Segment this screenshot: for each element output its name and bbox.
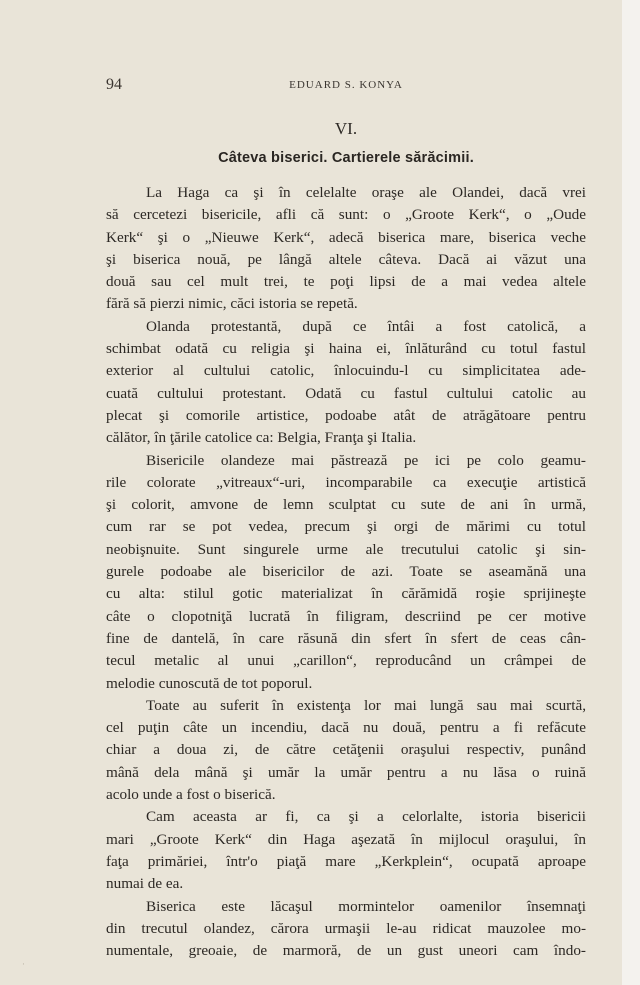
text-line: gurele podoabe ale bisericilor de azi. Toate se aseamănă una [106,563,586,581]
text-line: melodie cunoscută de tot poporul. [106,674,313,692]
text-line: fără să pierzi nimic, căci istoria se repetă. [106,295,358,313]
text-line: exterior al cultului catolic, înlocuindu-l cu simplicitatea ade- [106,362,586,380]
text-line: cuată cultului protestant. Odată cu fastul cultului catolic au [106,384,586,402]
paragraph [106,450,586,695]
text-line: neobişnuite. Sunt singurele urme ale trecutului catolic şi sin- [106,540,586,558]
text-line: rile colorate „vitreaux“-uri, incomparabile ca execuţie artistică [106,473,586,491]
running-head: EDUARD S. KONYA [289,79,403,91]
page-header [106,76,586,96]
text-line: cum rar se pot vedea, precum şi orgi de mărimi cu totul [106,518,586,536]
text-line: Olanda protestantă, după ce întâi a fost catolică, a [146,317,586,335]
paragraph [106,806,586,895]
text-line: călător, în ţările catolice ca: Belgia, Franţa şi Italia. [106,429,417,447]
text-line: La Haga ca şi în celelalte oraşe ale Olandei, dacă vrei [146,184,586,201]
text-line: numentale, greoaie, de marmoră, de un gust uneori cam îndo- [106,942,586,960]
text-line: chiar a doua zi, de către cetăţenii oraşului respectiv, punând [106,741,586,759]
text-line: acolo unde a fost o biserică. [106,786,276,804]
text-line: şi colorit, amvone de lemn sculptat cu sute de ani în urmă, [106,496,586,514]
text-line: să cercetezi bisericile, afli că sunt: o „Groote Kerk“, o „Oude [106,206,586,224]
text-line: Cam aceasta ar fi, ca şi a celorlalte, istoria bisericii [146,808,586,826]
body-text [106,182,586,962]
text-line: fine de dantelă, în care răsună din sfert în sfert de ceas cân- [106,629,586,647]
text-line: din trecutul olandez, cărora urmaşii le-au ridicat mauzolee mo- [106,919,586,937]
text-line: Bisericile olandeze mai păstrează pe ici pe colo geamu- [146,451,586,469]
text-line: două sau cel mult trei, te poţi lipsi de a mai vedea altele [106,273,586,291]
chapter-number: VI. [334,119,358,138]
text-line: mână dela mână şi umăr la umăr pentru a nu lăsa o ruină [106,763,586,781]
text-line: cu alta: stilul gotic materializat în cărămidă roşie sprijineşte [106,585,586,603]
text-line: faţa primăriei, într'o piaţă mare „Kerkplein“, ocupată aproape [106,852,586,870]
text-line: câte o clopotniţă lucrată în filigram, descriind pe cer motive [106,607,586,625]
paragraph [106,182,586,316]
text-line: tecul metalic al unui „carillon“, reproducând un crâmpei de [106,652,586,670]
page-speck: · [22,960,25,970]
text-line: schimbat odată cu religia şi haina ei, înlăturând cu totul fastul [106,340,586,358]
page-number: 94 [106,76,122,93]
paragraph [106,896,586,963]
paragraph [106,695,586,806]
text-line: mari „Groote Kerk“ din Haga aşezată în mijlocul oraşului, în [106,830,586,848]
text-line: numai de ea. [106,875,184,893]
text-line: şi biserica nouă, pe lângă altele câteva. Dacă ai văzut una [106,250,586,268]
text-line: cel puţin câte un incendiu, dacă nu două, pentru a fi refăcute [106,719,586,737]
text-line: Biserica este lăcaşul mormintelor oamenilor însemnaţi [146,897,586,915]
chapter-title: Câteva biserici. Cartierele sărăcimii. [218,150,474,166]
paragraph [106,316,586,450]
text-line: Toate au suferit în existenţa lor mai lungă sau mai scurtă, [146,696,586,714]
text-line: Kerk“ şi o „Nieuwe Kerk“, adecă biserica mare, biserica veche [106,228,586,246]
text-line: plecat şi comorile artistice, podoabe atât de atrăgătoare pentru [106,406,586,424]
